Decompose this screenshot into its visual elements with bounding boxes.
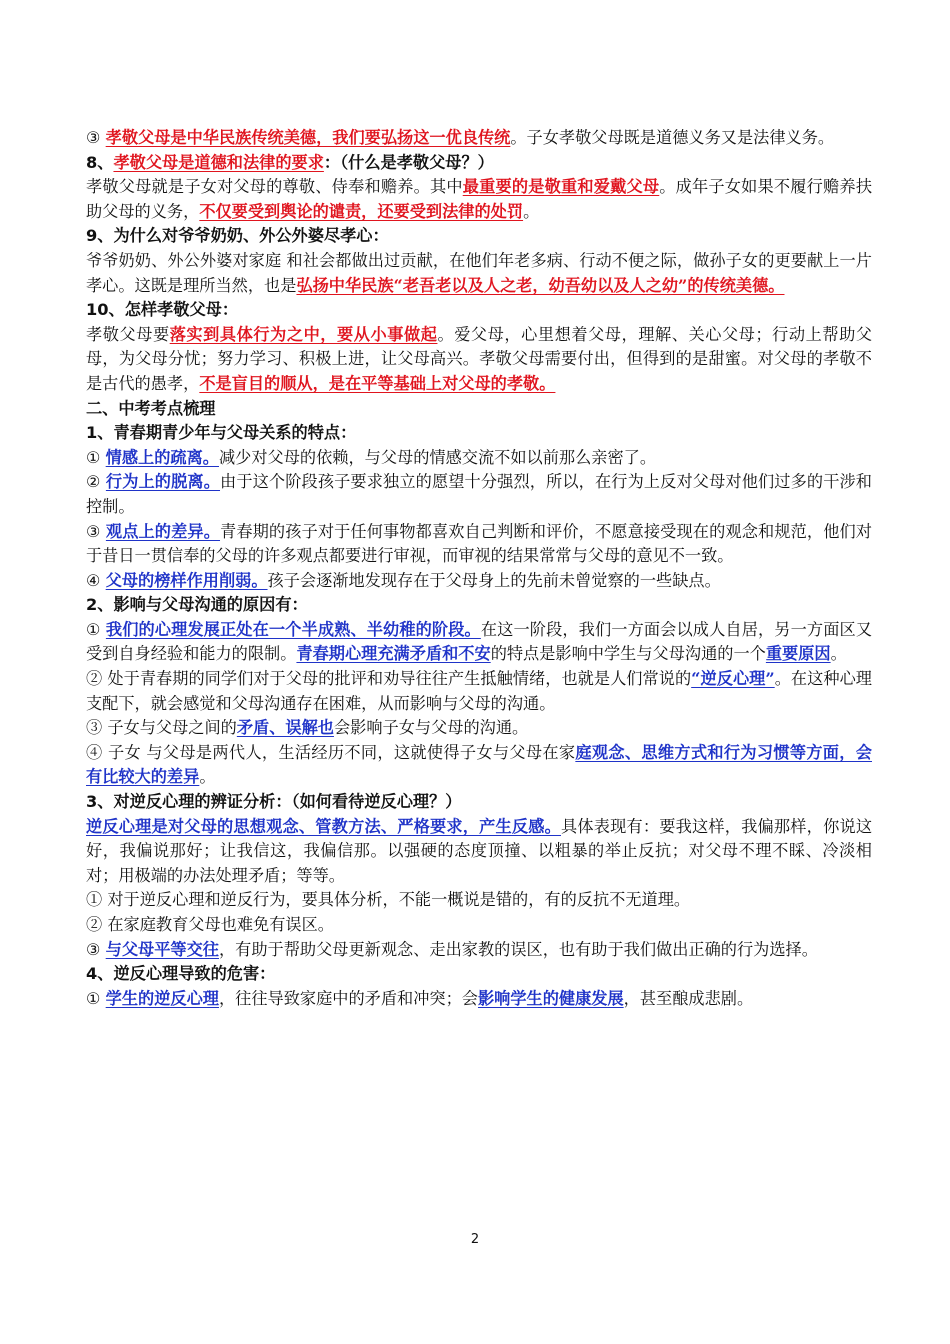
- body-text: 由于这个阶段孩子要求独立的愿望十分强烈，所以，在行为上反对父母对他们过多的干涉和控制。: [86, 472, 872, 516]
- body-text: 孩子会逐渐地发现存在于父母身上的先前未曾觉察的一些缺点。: [267, 570, 721, 590]
- heading-k4: 4、逆反心理导致的危害：: [86, 964, 276, 984]
- body-text: ③ 子女与父母之间的: [86, 718, 237, 738]
- paragraph-9: [86, 249, 872, 298]
- body-text: 孝敬父母就是子女对父母的尊敬、侍奉和赡养。其中: [86, 177, 463, 197]
- paragraph-traditional-virtue: [86, 126, 872, 151]
- list-item: [86, 618, 872, 667]
- key-point-red: 孝敬父母是道德和法律的要求: [113, 152, 324, 172]
- item-marker: ③: [86, 939, 106, 959]
- list-item: [86, 569, 872, 594]
- key-point-blue: “逆反心理”: [691, 669, 775, 689]
- body-text: 的特点是影响中学生与父母沟通的一个: [490, 644, 766, 664]
- body-text: ，往往导致家庭中的矛盾和冲突；会: [218, 988, 478, 1008]
- item-marker: ③: [86, 128, 106, 147]
- list-item: [86, 716, 872, 741]
- list-item: ① 对于逆反心理和逆反行为，要具体分析，不能一概说是错的，有的反抗不无道理。: [86, 890, 691, 910]
- list-item: [86, 667, 872, 716]
- list-item: [86, 741, 872, 790]
- section-heading-exam-points: 二、中考考点梳理: [86, 398, 216, 418]
- key-point-blue: 重要原因: [765, 644, 831, 664]
- body-text: 。: [830, 644, 847, 664]
- body-text: 在这一阶段，我们一方面会以成人自居，另一方面区又受到自身经验和能力的限制。: [86, 619, 873, 664]
- list-item: [86, 520, 872, 569]
- body-text: 。: [523, 201, 540, 221]
- body-text: 会影响子女与父母的沟通。: [333, 718, 529, 738]
- body-text: ② 处于青春期的同学们对于父母的批评和劝导往往产生抵触情绪，也就是人们常说的: [86, 669, 692, 689]
- item-marker: ④: [86, 570, 106, 590]
- heading-8: [86, 151, 872, 176]
- key-point-blue: 庭观念、思维方式和行为习惯等方面，会有比较大的差异: [86, 742, 872, 787]
- body-text: 孝敬父母要: [86, 324, 170, 344]
- body-text: 。子女孝敬父母既是道德义务又是法律义务。: [510, 128, 835, 147]
- page-number: 2: [470, 1232, 480, 1247]
- list-item: [86, 446, 872, 471]
- item-marker: ③: [86, 521, 106, 541]
- body-text: 青春期的孩子对于任何事物都喜欢自己判断和评价，不愿意接受现在的观念和规范，他们对于昔日一贯信奉的父母的许多观点都要进行审视，而审视的结果常常与父母的意见不一致。: [86, 521, 872, 566]
- key-point-blue: 与父母平等交往: [105, 939, 219, 959]
- key-point-red: 不仅要受到舆论的谴责，还要受到法律的处罚: [199, 201, 524, 221]
- heading-k1: 1、青春期青少年与父母关系的特点：: [86, 423, 357, 443]
- item-marker: ①: [86, 619, 106, 639]
- heading-9: 9、为什么对爷爷奶奶、外公外婆尽孝心：: [86, 226, 389, 246]
- key-point-blue: 父母的榜样作用削弱。: [105, 570, 268, 590]
- key-point-blue: 行为上的脱离。: [105, 472, 221, 492]
- paragraph-10: [86, 323, 872, 397]
- key-point-red: 孝敬父母是中华民族传统美德，我们要弘扬这一优良传统: [105, 128, 511, 147]
- heading-k2: 2、影响与父母沟通的原因有：: [86, 595, 308, 615]
- body-text: 。: [199, 767, 216, 787]
- key-point-blue: 青春期心理充满矛盾和不安: [296, 644, 491, 664]
- key-point-blue: 逆反心理是对父母的思想观念、管教方法、严格要求，产生反感。: [86, 816, 561, 836]
- body-text: 。在这种心理支配下，就会感觉和父母沟通存在困难，从而影响与父母的沟通。: [86, 669, 872, 713]
- body-text: 爷爷奶奶、外公外婆对家庭 和社会都做出过贡献，在他们年老多病、行动不便之际，做孙子女的更要献上一片孝心。这既是理所当然，也是: [86, 250, 872, 295]
- key-point-red: 落实到具体行为之中，要从小事做起: [169, 324, 438, 344]
- key-point-blue: 影响学生的健康发展: [477, 988, 624, 1008]
- key-point-blue: 矛盾、误解也: [236, 718, 334, 738]
- key-point-red: 最重要的是敬重和爱戴父母: [462, 177, 660, 197]
- body-text: 。成年子女如果不履行赡养扶助父母的义务，: [86, 177, 873, 221]
- key-point-blue: 情感上的疏离。: [105, 447, 219, 467]
- key-point-blue: 学生的逆反心理: [105, 988, 219, 1008]
- key-point-blue: 我们的心理发展正处在一个半成熟、半幼稚的阶段。: [105, 619, 481, 639]
- paragraph-8: [86, 175, 872, 224]
- body-text: 减少对父母的依赖，与父母的情感交流不如以前那么亲密了。: [218, 447, 657, 467]
- body-text: ，有助于帮助父母更新观念、走出家教的误区，也有助于我们做出正确的行为选择。: [218, 939, 818, 959]
- item-marker: ②: [86, 472, 106, 492]
- heading-number: 8、: [86, 152, 114, 172]
- paragraph-k3: [86, 815, 872, 889]
- heading-10: 10、怎样孝敬父母：: [86, 300, 239, 320]
- key-point-red: 弘扬中华民族“老吾老以及人之老，幼吾幼以及人之幼”的传统美德。: [296, 275, 785, 295]
- body-text: 具体表现有：要我这样，我偏那样，你说这好，我偏说那好；让我信这，我偏信那。以强硬的态度顶撞、以粗暴的举止反抗；对父母不理不睬、冷淡相对；用极端的办法处理矛盾；等等。: [86, 816, 873, 885]
- list-item: [86, 938, 872, 963]
- item-marker: ①: [86, 988, 106, 1008]
- key-point-blue: 观点上的差异。: [105, 521, 221, 541]
- body-text: ，甚至酿成悲剧。: [623, 988, 754, 1008]
- heading-k3: 3、对逆反心理的辨证分析：（如何看待逆反心理？）: [86, 792, 462, 812]
- page-content: [86, 126, 872, 1011]
- body-text: ④ 子女 与父母是两代人，生活经历不同，这就使得子女与父母在家: [86, 742, 576, 762]
- list-item: [86, 470, 872, 519]
- key-point-red: 不是盲目的顺从，是在平等基础上对父母的孝敬。: [199, 373, 556, 393]
- body-text: 。爱父母，心里想着父母，理解、关心父母；行动上帮助父母，为父母分忧；努力学习、积极上进，让父母高兴。孝敬父母需要付出，但得到的是甜蜜。对父母的孝敬不是古代的愚孝，: [86, 324, 873, 393]
- list-item: [86, 987, 872, 1012]
- heading-text: ：（什么是孝敬父母？）: [323, 152, 494, 172]
- item-marker: ①: [86, 447, 106, 467]
- list-item: ② 在家庭教育父母也难免有误区。: [86, 915, 334, 934]
